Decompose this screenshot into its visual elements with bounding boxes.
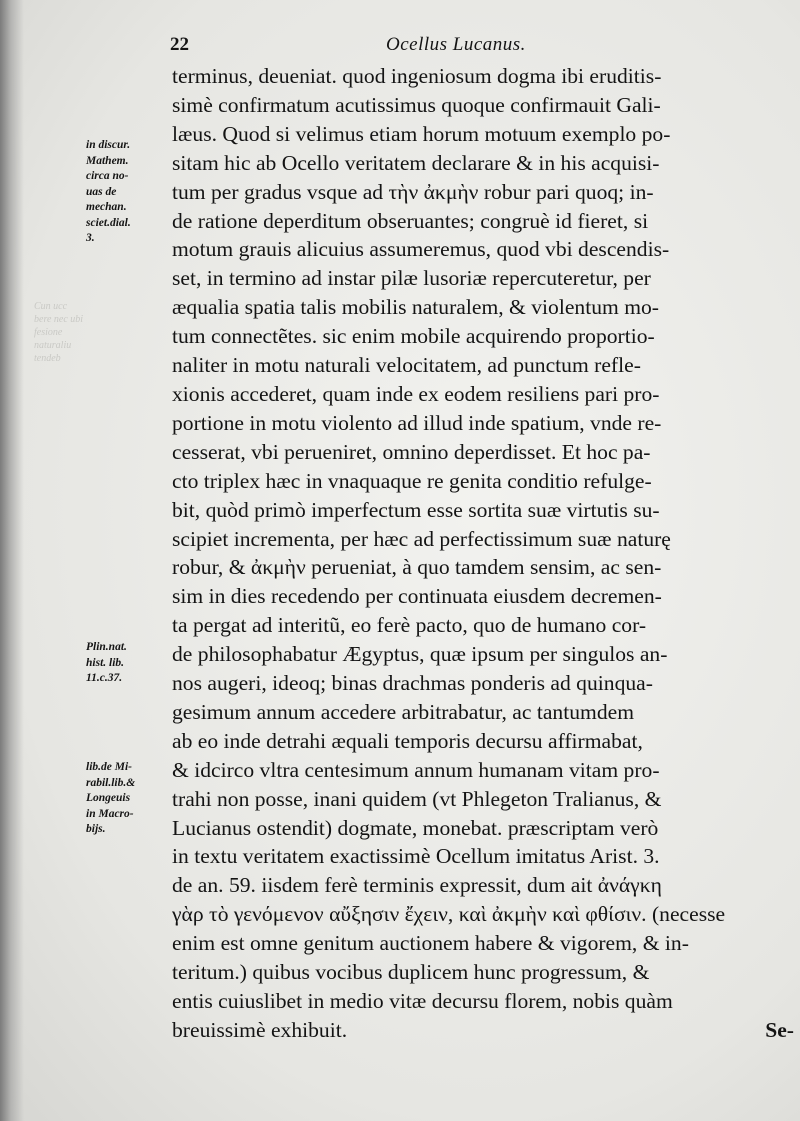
- text-line: nos augeri, ideoq; binas drachmas ponderis ad quinqua-: [172, 671, 653, 696]
- running-head: Ocellus Lucanus.: [386, 34, 526, 55]
- catchword: Se-: [765, 1017, 794, 1042]
- marginal-note-2: [86, 640, 170, 687]
- text-line: entis cuiuslibet in medio vitæ decursu florem, nobis quàm: [172, 989, 673, 1013]
- text-line: in textu veritatem exactissimè Ocellum imitatus Arist. 3.: [172, 844, 660, 869]
- text-line: æqualia spatia talis mobilis naturalem, & violentum mo-: [172, 295, 659, 320]
- text-line: robur, & ἀκμὴν perueniat, à quo tamdem sensim, ac sen-: [172, 555, 662, 580]
- text-line: scipiet incrementa, per hæc ad perfectissimum suæ naturę: [172, 526, 671, 551]
- marginal-line: bijs.: [86, 823, 106, 835]
- bleed-through-line: fesione: [34, 327, 63, 338]
- bleed-through-line: bere nec ubi: [34, 314, 84, 325]
- marginal-line: rabil.lib.&: [86, 776, 136, 789]
- page-header: [170, 34, 770, 60]
- text-line: sim in dies recedendo per continuata eiusdem decremen-: [172, 584, 662, 609]
- text-line: sitam hic ab Ocello veritatem declarare & in his acquisi-: [172, 150, 660, 175]
- text-line: ab eo inde detrahi æquali temporis decursu affirmabat,: [172, 728, 643, 753]
- text-line: simè confirmatum acutissimus quoque confirmauit Gali-: [172, 92, 661, 117]
- text-line: xionis accederet, quam inde ex eodem resiliens pari pro-: [172, 381, 660, 406]
- marginal-line: in Macro-: [86, 807, 134, 820]
- marginal-line: Plin.nat.: [86, 641, 127, 653]
- text-line: tum per gradus vsque ad τὴν ἀκμὴν robur pari quoq; in-: [172, 179, 654, 204]
- page-number: 22: [170, 34, 189, 55]
- text-line: tum connectẽtes. sic enim mobile acquirendo proportio-: [172, 324, 655, 349]
- text-line: bit, quòd primò imperfectum esse sortita suæ virtutis su-: [172, 497, 660, 522]
- text-line: læus. Quod si velimus etiam horum motuum exemplo po-: [172, 121, 671, 146]
- text-line: portione in motu violento ad illud inde spatium, vnde re-: [172, 410, 662, 435]
- text-line: & idcirco vltra centesimum annum humanam vitam pro-: [172, 757, 660, 782]
- marginal-line: uas de: [86, 185, 117, 198]
- text-line: teritum.) quibus vocibus duplicem hunc progressum, &: [172, 960, 650, 985]
- marginal-line: in discur.: [86, 139, 131, 151]
- marginal-line: 3.: [86, 232, 95, 244]
- text-line: cesserat, vbi perueniret, omnino deperdisset. Et hoc pa-: [172, 439, 651, 464]
- marginal-line: sciet.dial.: [86, 216, 131, 229]
- text-line: set, in termino ad instar pilæ lusoriæ repercuteretur, per: [172, 266, 651, 291]
- text-line-latin-gloss: enim est omne genitum auctionem habere & vigorem, & in-: [172, 931, 689, 956]
- text-line: Lucianus ostendit) dogmate, monebat. præscriptam verò: [172, 815, 659, 840]
- text-line: terminus, deueniat. quod ingeniosum dogma ibi eruditis-: [172, 64, 662, 88]
- marginal-line: Longeuis: [86, 792, 131, 804]
- bleed-through-line: naturaliu: [34, 340, 72, 351]
- marginal-line: hist. lib.: [86, 656, 125, 669]
- marginal-note-1: [86, 138, 170, 247]
- text-line: trahi non posse, inani quidem (vt Phlegeton Tralianus, &: [172, 786, 662, 811]
- text-line: naliter in motu naturali velocitatem, ad punctum refle-: [172, 353, 641, 378]
- text-line: gesimum annum accedere arbitrabatur, ac tantumdem: [172, 699, 634, 724]
- text-line: de an. 59. iisdem ferè terminis expressit, dum ait ἀνάγκη: [172, 873, 662, 898]
- text-line: cto triplex hæc in vnaquaque re genita conditio refulge-: [172, 468, 652, 493]
- text-line-last: [172, 1016, 794, 1045]
- marginal-note-3: [86, 760, 170, 838]
- bleed-through-line: Cun ucc: [34, 301, 68, 312]
- text-line-greek: γὰρ τὸ γενόμενον αὔξησιν ἔχειν, καὶ ἀκμὴν καὶ φθίσιν. (necesse: [172, 902, 726, 927]
- marginal-line: mechan.: [86, 201, 127, 213]
- bleed-through-line: tendeb: [34, 353, 61, 364]
- text-line: de ratione deperditum obseruantes; congruè id fieret, si: [172, 208, 649, 233]
- text-line: ta pergat ad interitũ, eo ferè pacto, quo de humano cor-: [172, 613, 647, 638]
- marginal-line: 11.c.37.: [86, 672, 123, 684]
- marginal-line: circa no-: [86, 170, 129, 182]
- marginal-line: Mathem.: [86, 154, 129, 167]
- text-line-content: breuissimè exhibuit.: [172, 1017, 348, 1042]
- gutter-shadow: [0, 0, 24, 1121]
- body-text: [172, 62, 794, 1045]
- text-line: de philosophabatur Ægyptus, quæ ipsum per singulos an-: [172, 642, 668, 667]
- text-line: motum grauis alicuius assumeremus, quod vbi descendis-: [172, 237, 670, 262]
- marginal-line: lib.de Mi-: [86, 761, 132, 773]
- bleed-through-text: [34, 300, 104, 365]
